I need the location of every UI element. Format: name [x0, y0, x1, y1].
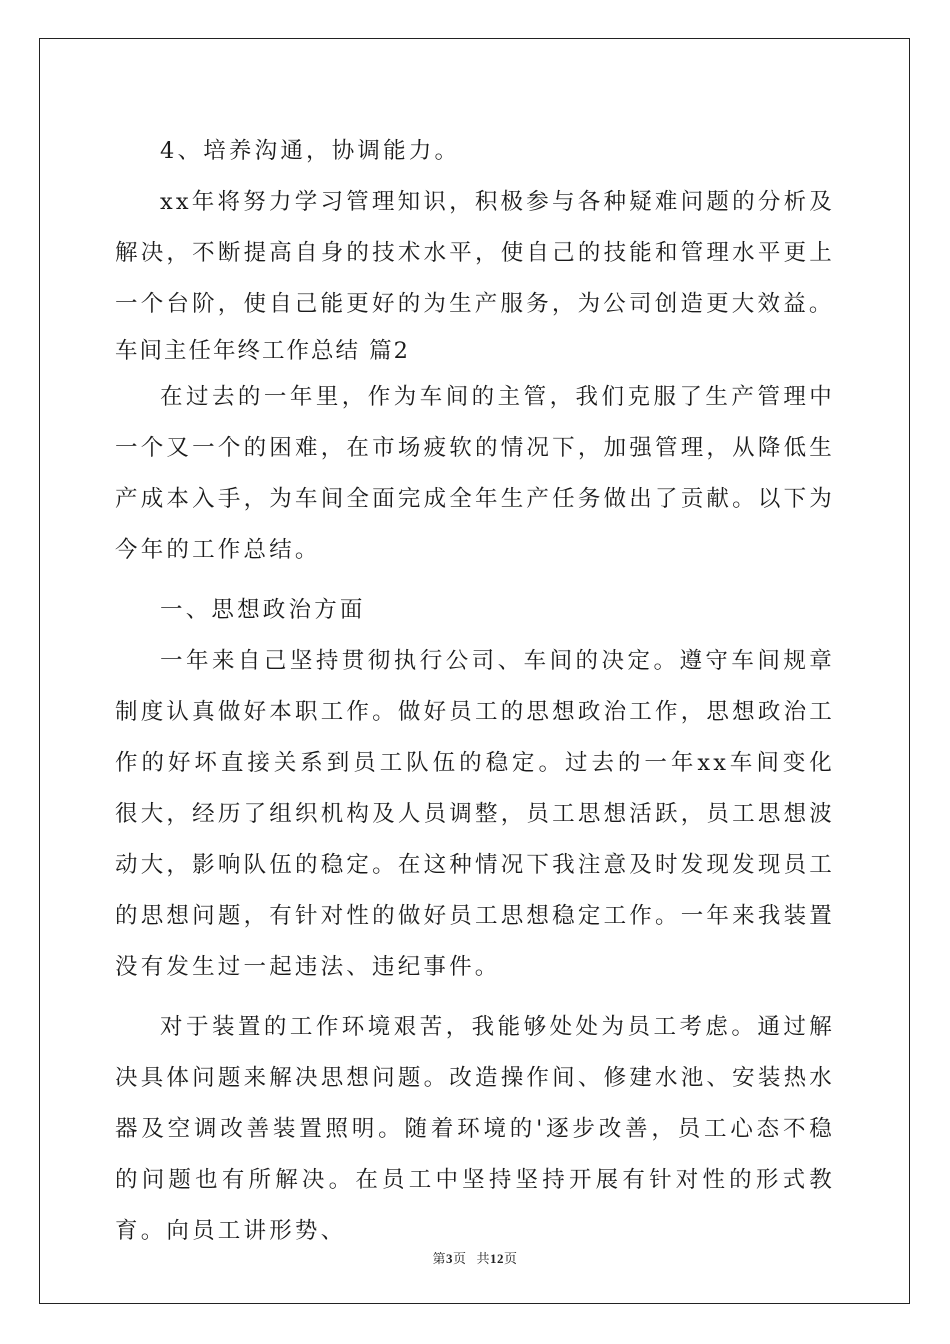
page-prefix: 第 — [432, 1252, 446, 1267]
paragraph-xx-plan: xx年将努力学习管理知识，积极参与各种疑难问题的分析及解决，不断提高自身的技术水平，使自己的技能和管理水平更上一个台阶，使自己能更好的为生产服务，为公司创造更大效益。 — [115, 189, 835, 317]
document-body — [115, 126, 835, 1257]
total-pages: 12 — [490, 1251, 505, 1266]
section-title: 车间主任年终工作总结 篇2 — [115, 338, 410, 364]
page-number: 3 — [445, 1251, 453, 1266]
paragraph-intro: 在过去的一年里，作为车间的主管，我们克服了生产管理中一个又一个的困难，在市场疲软的情况下，加强管理，从降低生产成本入手，为车间全面完成全年生产任务做出了贡献。以下为今年的工作总结。 — [115, 384, 835, 563]
page-footer — [0, 1248, 950, 1267]
paragraph-environment: 对于装置的工作环境艰苦，我能够处处为员工考虑。通过解决具体问题来解决思想问题。改造操作间、修建水池、安装热水器及空调改善装置照明。随着环境的'逐步改善，员工心态不稳的问题也有所解决。在员工中坚持坚持开展有针对性的形式教育。向员工讲形势、 — [115, 1014, 835, 1244]
paragraph-item-4: 4、培养沟通，协调能力。 — [160, 138, 461, 164]
total-prefix: 共 — [476, 1252, 491, 1267]
subheading-ideology: 一、思想政治方面 — [160, 597, 366, 623]
total-suffix: 页 — [504, 1252, 518, 1267]
paragraph-ideology: 一年来自己坚持贯彻执行公司、车间的决定。遵守车间规章制度认真做好本职工作。做好员工的思想政治工作，思想政治工作的好坏直接关系到员工队伍的稳定。过去的一年xx车间变化很大，经历了组织机构及人员调整，员工思想活跃，员工思想波动大，影响队伍的稳定。在这种情况下我注意及时发现发现员工的思想问题，有针对性的做好员工思想稳定工作。一年来我装置没有发生过一起违法、违纪事件。 — [115, 648, 835, 980]
page-suffix: 页 — [452, 1252, 467, 1267]
